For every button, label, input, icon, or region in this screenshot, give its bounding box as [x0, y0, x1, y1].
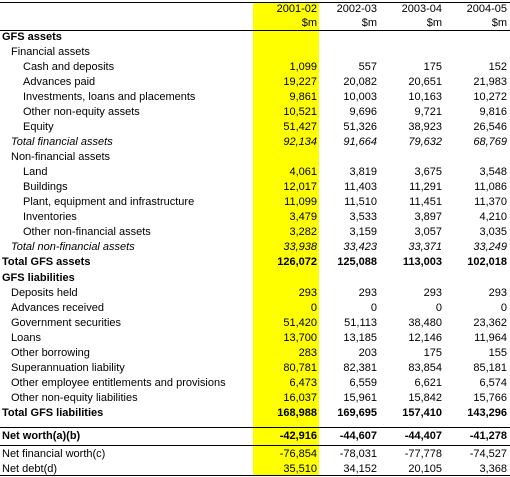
cell-value: 68,769 — [473, 136, 507, 148]
unit-label: $m — [361, 17, 377, 29]
table-row — [0, 447, 510, 461]
cell-value: 11,291 — [409, 181, 442, 193]
table-row — [0, 391, 510, 405]
cell-value: 143,296 — [467, 407, 507, 419]
cell-value: 3,057 — [414, 226, 442, 238]
cell-value: 203 — [358, 347, 377, 359]
cell-value: 293 — [488, 287, 507, 299]
cell-value: 51,427 — [283, 121, 317, 133]
row-label: Investments, loans and placements — [23, 91, 196, 103]
cell-value: 85,181 — [473, 362, 507, 374]
cell-value: 20,082 — [343, 76, 377, 88]
table-row — [0, 150, 510, 164]
cell-value: 293 — [298, 287, 317, 299]
column-header: 2003-04 — [401, 3, 442, 15]
header-unit-row — [0, 16, 510, 30]
cell-value: -76,854 — [279, 448, 317, 460]
cell-value: -41,278 — [469, 430, 507, 442]
cell-value: 3,819 — [349, 166, 377, 178]
cell-value: -78,031 — [339, 448, 377, 460]
row-label: Total non-financial assets — [11, 241, 135, 253]
row-label: Other non-equity assets — [23, 106, 140, 118]
table-row — [0, 255, 510, 269]
cell-value: 13,185 — [343, 332, 377, 344]
table-row — [0, 301, 510, 315]
cell-value: 33,249 — [473, 241, 507, 253]
cell-value: 3,159 — [349, 226, 377, 238]
cell-value: 102,018 — [467, 256, 507, 268]
cell-value: 3,035 — [479, 226, 507, 238]
table-row — [0, 225, 510, 239]
cell-value: 33,371 — [408, 241, 442, 253]
cell-value: 10,521 — [283, 106, 317, 118]
table-row — [0, 429, 510, 443]
row-label: Other employee entitlements and provisions — [11, 377, 226, 389]
cell-value: 3,479 — [289, 211, 317, 223]
row-label: Equity — [23, 121, 54, 133]
table-row — [0, 462, 510, 476]
cell-value: 11,370 — [474, 196, 507, 208]
cell-value: 15,842 — [408, 392, 442, 404]
cell-value: 92,134 — [283, 136, 317, 148]
row-label: GFS liabilities — [2, 272, 75, 284]
cell-value: 15,961 — [343, 392, 377, 404]
cell-value: 6,574 — [479, 377, 507, 389]
row-label: Inventories — [23, 211, 77, 223]
unit-label: $m — [426, 17, 442, 29]
row-label: Plant, equipment and infrastructure — [23, 196, 195, 208]
row-label: Net worth(a)(b) — [2, 430, 81, 442]
cell-value: 557 — [358, 61, 377, 73]
table-row — [0, 376, 510, 390]
row-label: Advances received — [11, 302, 104, 314]
cell-value: -77,778 — [404, 448, 442, 460]
cell-value: 175 — [423, 347, 442, 359]
cell-value: 3,675 — [414, 166, 442, 178]
cell-value: 11,086 — [474, 181, 507, 193]
cell-value: 9,696 — [349, 106, 377, 118]
cell-value: 12,017 — [283, 181, 317, 193]
cell-value: -44,407 — [404, 430, 442, 442]
cell-value: 169,695 — [337, 407, 377, 419]
cell-value: 0 — [370, 302, 377, 314]
table-row — [0, 316, 510, 330]
cell-value: 10,163 — [408, 91, 442, 103]
cell-value: 33,938 — [283, 241, 317, 253]
cell-value: 16,037 — [283, 392, 317, 404]
cell-value: 9,721 — [414, 106, 442, 118]
net-worth-bottom-rule — [0, 445, 510, 446]
cell-value: 80,781 — [283, 362, 317, 374]
table-row — [0, 90, 510, 104]
cell-value: 11,099 — [284, 196, 317, 208]
unit-label: $m — [491, 17, 507, 29]
table-row — [0, 210, 510, 224]
cell-value: 82,381 — [343, 362, 377, 374]
cell-value: 293 — [423, 287, 442, 299]
table-row — [0, 240, 510, 254]
cell-value: 13,700 — [283, 332, 317, 344]
cell-value: 3,533 — [349, 211, 377, 223]
row-label: Other non-financial assets — [23, 226, 151, 238]
cell-value: 1,099 — [289, 61, 317, 73]
cell-value: 26,546 — [473, 121, 507, 133]
row-label: Superannuation liability — [11, 362, 125, 374]
cell-value: 4,061 — [289, 166, 317, 178]
row-label: Financial assets — [11, 46, 90, 58]
cell-value: 79,632 — [408, 136, 442, 148]
column-header: 2004-05 — [466, 3, 507, 15]
cell-value: 51,113 — [344, 317, 377, 329]
table-row — [0, 361, 510, 375]
cell-value: 3,368 — [479, 463, 507, 475]
cell-value: 83,854 — [408, 362, 442, 374]
cell-value: 11,510 — [344, 196, 377, 208]
table-row — [0, 271, 510, 285]
cell-value: -74,527 — [469, 448, 507, 460]
cell-value: 0 — [500, 302, 507, 314]
row-label: Deposits held — [11, 287, 78, 299]
cell-value: 11,451 — [409, 196, 442, 208]
cell-value: 4,210 — [479, 211, 507, 223]
cell-value: 11,964 — [474, 332, 507, 344]
table-row — [0, 30, 510, 44]
table-row — [0, 105, 510, 119]
table-row — [0, 75, 510, 89]
row-label: Total financial assets — [11, 136, 113, 148]
table-row — [0, 45, 510, 59]
cell-value: 20,651 — [408, 76, 442, 88]
table-row — [0, 165, 510, 179]
net-worth-top-rule — [0, 427, 510, 428]
cell-value: 11,403 — [344, 181, 377, 193]
cell-value: 0 — [435, 302, 442, 314]
row-label: Loans — [11, 332, 41, 344]
cell-value: 283 — [298, 347, 317, 359]
cell-value: 20,105 — [408, 463, 442, 475]
table-row — [0, 406, 510, 420]
row-label: Other non-equity liabilities — [11, 392, 138, 404]
cell-value: 6,559 — [349, 377, 377, 389]
table-row — [0, 180, 510, 194]
cell-value: 6,621 — [414, 377, 442, 389]
cell-value: 293 — [358, 287, 377, 299]
cell-value: 126,072 — [277, 256, 317, 268]
cell-value: 3,282 — [289, 226, 317, 238]
cell-value: 12,146 — [408, 332, 442, 344]
unit-label: $m — [301, 17, 317, 29]
cell-value: 9,816 — [479, 106, 507, 118]
cell-value: 35,510 — [283, 463, 317, 475]
cell-value: 19,227 — [283, 76, 317, 88]
cell-value: 91,664 — [343, 136, 377, 148]
cell-value: 3,897 — [414, 211, 442, 223]
table-row — [0, 60, 510, 74]
cell-value: 157,410 — [402, 407, 442, 419]
row-label: Total GFS assets — [2, 256, 91, 268]
cell-value: 175 — [423, 61, 442, 73]
header-year-row — [0, 2, 510, 16]
row-label: Cash and deposits — [23, 61, 115, 73]
cell-value: 6,473 — [289, 377, 317, 389]
cell-value: 113,003 — [402, 256, 442, 268]
row-label: Total GFS liabilities — [2, 407, 104, 419]
row-label: GFS assets — [2, 31, 62, 43]
column-header: 2002-03 — [336, 3, 377, 15]
table-row — [0, 346, 510, 360]
cell-value: 0 — [310, 302, 317, 314]
cell-value: 155 — [488, 347, 507, 359]
column-header: 2001-02 — [276, 3, 317, 15]
cell-value: 125,088 — [337, 256, 377, 268]
table-row — [0, 195, 510, 209]
table-row — [0, 135, 510, 149]
cell-value: 51,420 — [283, 317, 317, 329]
cell-value: 3,548 — [479, 166, 507, 178]
table-row — [0, 120, 510, 134]
cell-value: 51,326 — [343, 121, 377, 133]
row-label: Land — [23, 166, 48, 178]
cell-value: -44,607 — [339, 430, 377, 442]
cell-value: 21,983 — [473, 76, 507, 88]
cell-value: 10,272 — [473, 91, 507, 103]
cell-value: 33,423 — [343, 241, 377, 253]
row-label: Non-financial assets — [11, 151, 111, 163]
cell-value: 168,988 — [277, 407, 317, 419]
cell-value: 10,003 — [343, 91, 377, 103]
cell-value: -42,916 — [279, 430, 317, 442]
table-row — [0, 331, 510, 345]
cell-value: 152 — [488, 61, 507, 73]
table-row — [0, 286, 510, 300]
row-label: Net debt(d) — [2, 463, 58, 475]
row-label: Other borrowing — [11, 347, 90, 359]
row-label: Buildings — [23, 181, 68, 193]
row-label: Advances paid — [23, 76, 96, 88]
row-label: Government securities — [11, 317, 122, 329]
cell-value: 38,923 — [408, 121, 442, 133]
cell-value: 23,362 — [473, 317, 507, 329]
row-label: Net financial worth(c) — [2, 448, 106, 460]
cell-value: 34,152 — [343, 463, 377, 475]
cell-value: 38,480 — [408, 317, 442, 329]
cell-value: 15,766 — [473, 392, 507, 404]
cell-value: 9,861 — [289, 91, 317, 103]
